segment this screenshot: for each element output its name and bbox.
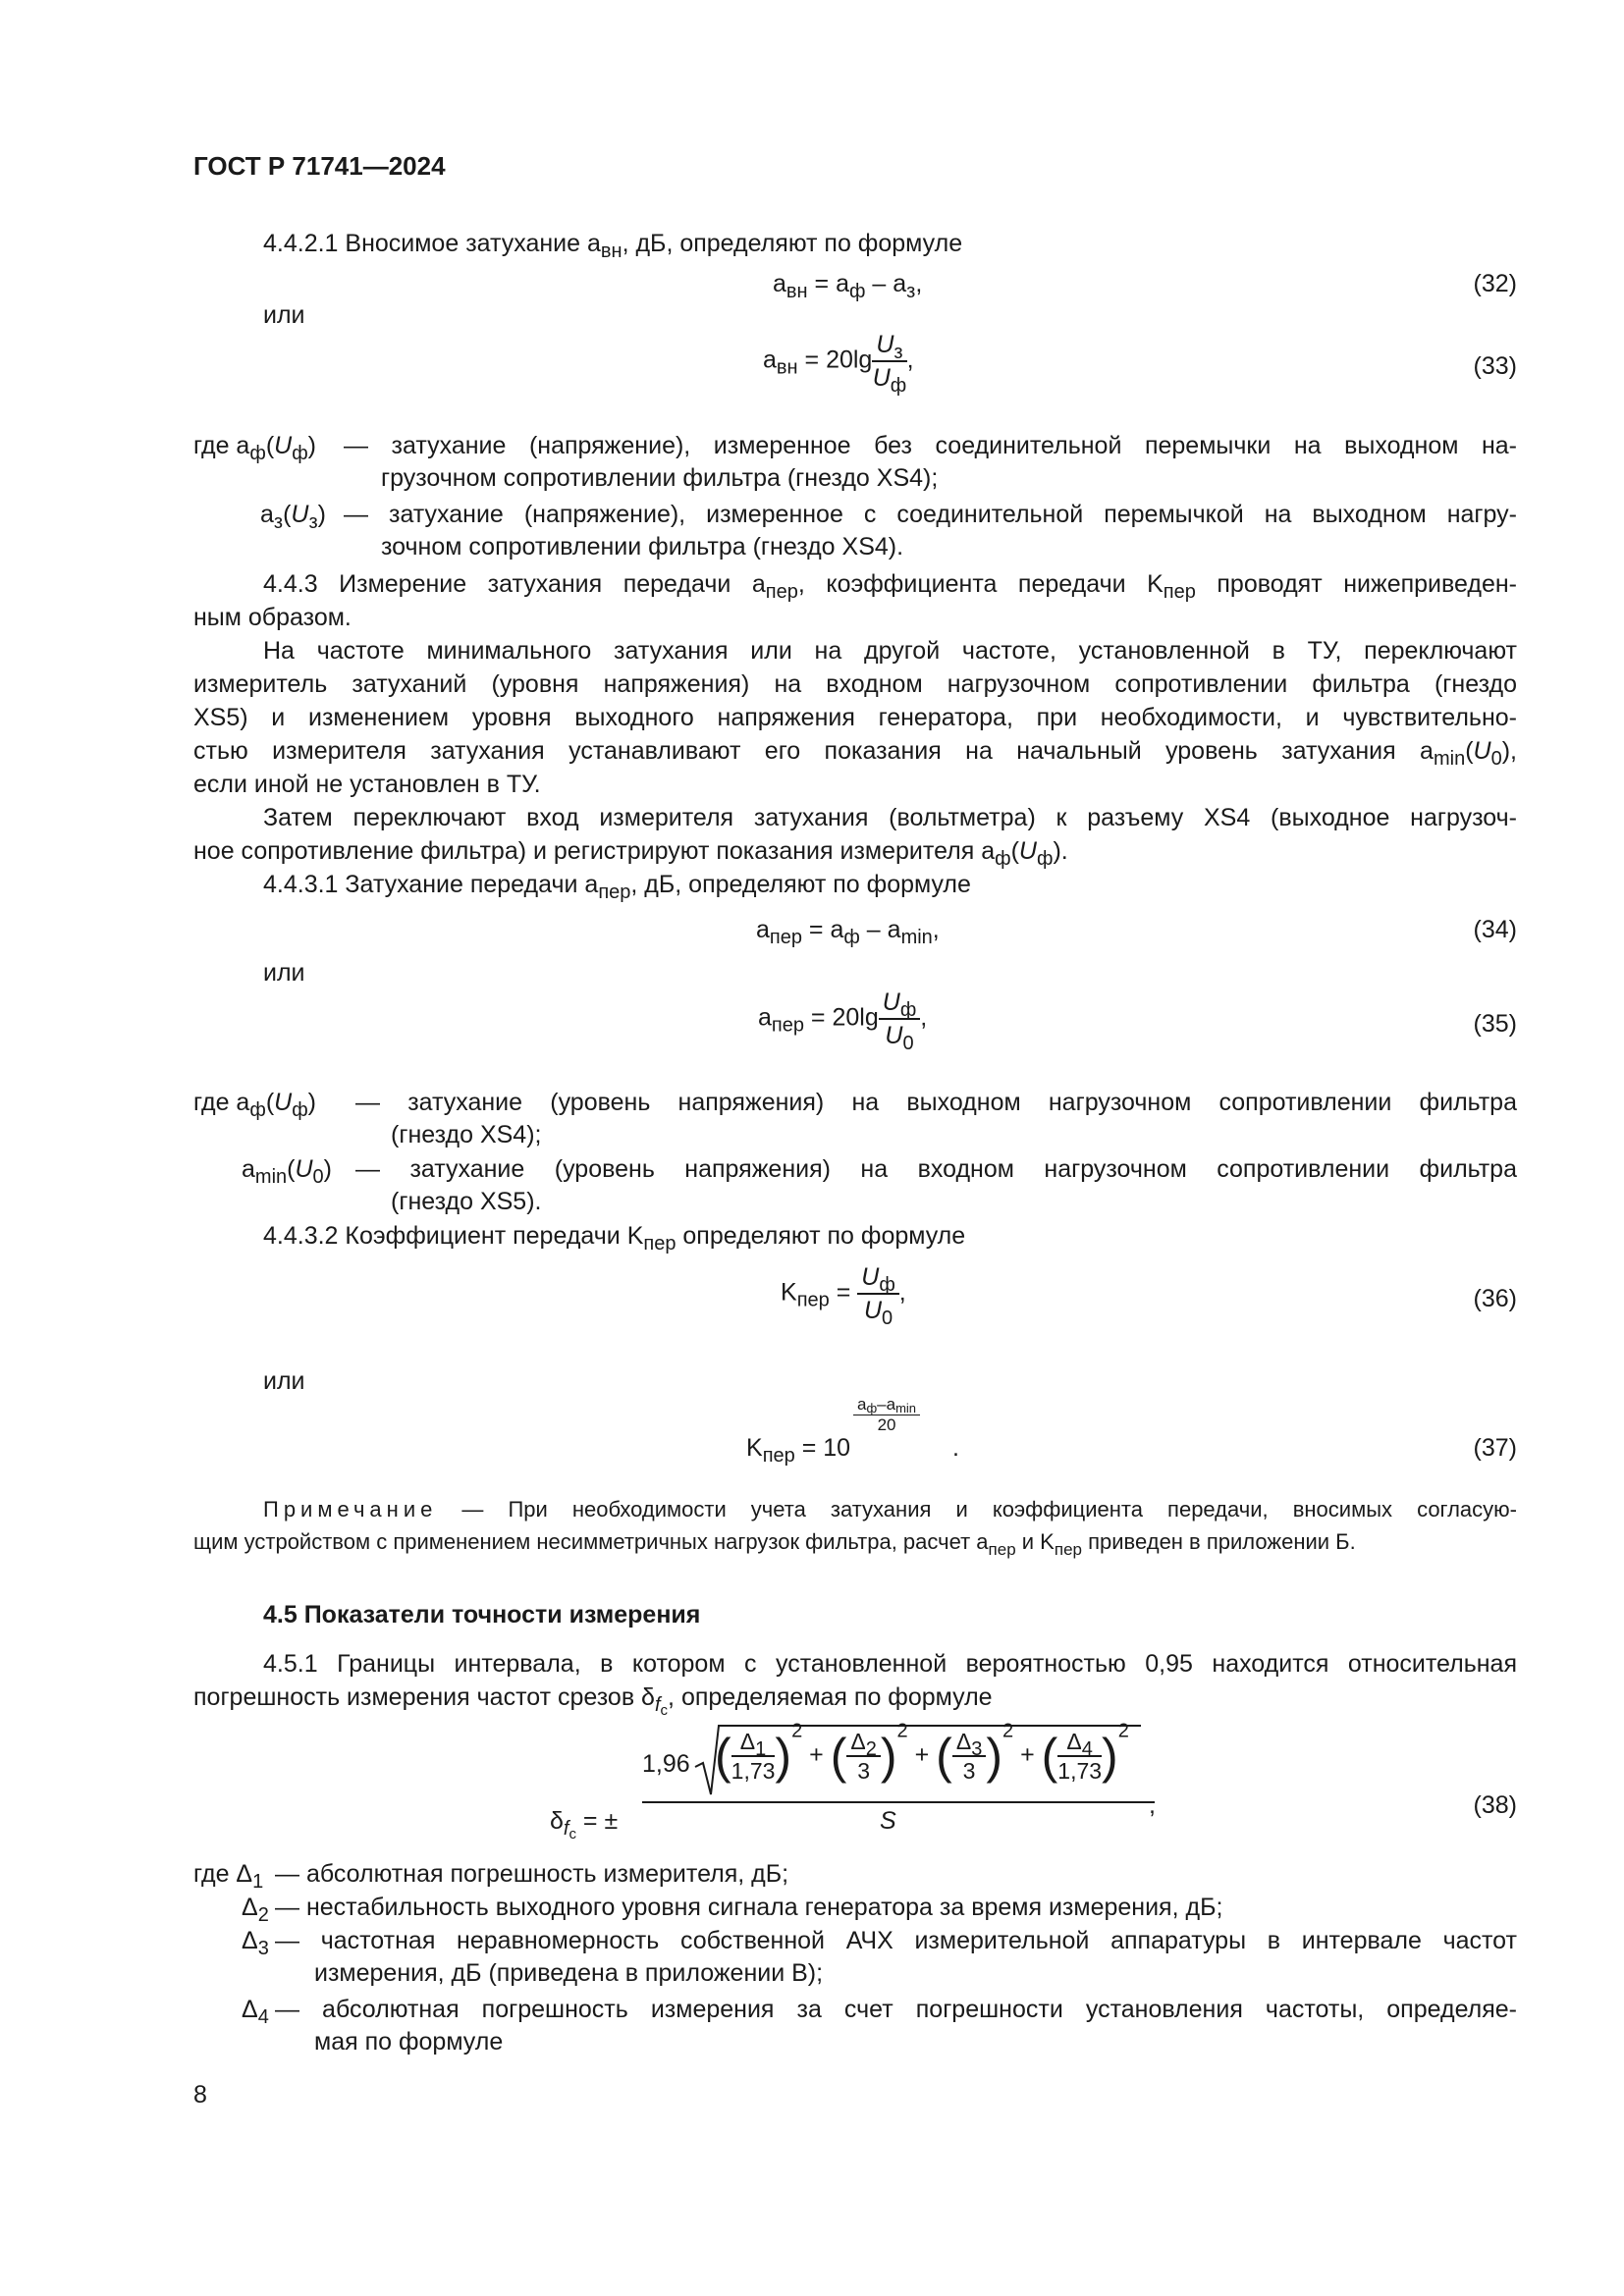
- equation-number-32: (32): [1473, 270, 1517, 297]
- para-2-line4: стью измерителя затухания устанавливают его показания на начальный уровень затухания $a_{min}(U_0)$,: [193, 737, 1517, 770]
- clause-4-4-3-2: 4.4.3.2 Коэффициент передачи $K_{пер}$ определяют по формуле: [263, 1222, 966, 1255]
- where2-term-1: где $a_ф(U_ф)$: [193, 1089, 316, 1121]
- para-2-line2: измеритель затуханий (уровня напряжения) на входном нагрузочном сопротивлении фильтра (гнездо: [193, 670, 1517, 698]
- equation-number-35: (35): [1473, 1010, 1517, 1038]
- note-line2: щим устройством с применением несимметричных нагрузок фильтра, расчет $a_{пер}$ и $K_{пер}$ приведен в приложении Б.: [193, 1529, 1356, 1559]
- where-def-1-line1: — затухание (напряжение), измеренное без соединительной перемычки на выходном на-: [344, 432, 1517, 459]
- para-2-line1: На частоте минимального затухания или на другой частоте, установленной в ТУ, переключают: [263, 637, 1517, 665]
- where3-term-3: $\Delta_3$: [242, 1927, 269, 1959]
- clause-4-4-2-1: 4.4.2.1 Вносимое затухание $a_{вн}$, дБ, определяют по формуле: [263, 230, 963, 262]
- where3-def-3-line1: — частотная неравномерность собственной АЧХ измерительной аппаратуры в интервале частот: [275, 1927, 1517, 1954]
- equation-number-33: (33): [1473, 352, 1517, 380]
- para-3-line1: Затем переключают вход измерителя затухания (вольтметра) к разъему XS4 (выходное нагрузоч-: [263, 804, 1517, 831]
- where3-def-4-line1: — абсолютная погрешность измерения за счет погрешности установления частоты, определяе-: [275, 1996, 1517, 2023]
- formula-38-coef: 1,96: [642, 1750, 690, 1778]
- where3-def-3-line2: измерения, дБ (приведена в приложении В);: [314, 1959, 824, 1987]
- clause-4-5-1-line1: 4.5.1 Границы интервала, в котором с установленной вероятностью 0,95 находится относительная: [263, 1650, 1517, 1678]
- formula-38-denominator: S: [880, 1807, 896, 1835]
- clause-4-4-3-line2: ным образом.: [193, 604, 352, 631]
- note-line1: Примечание — При необходимости учета затухания и коэффициента передачи, вносимых согласую-: [263, 1497, 1517, 1522]
- fraction-33: $\frac{U_з}{U_ф}$: [872, 331, 907, 397]
- formula-36: $K_{пер}$ = $\frac{U_ф}{U_0}$ ,: [781, 1263, 906, 1329]
- formula-38-lhs: $\delta_{f_c}$ = ±: [550, 1807, 619, 1842]
- document-header: ГОСТ Р 71741—2024: [193, 151, 446, 181]
- para-2-line3: XS5) и изменением уровня выходного напряжения генератора, при необходимости, и чувствительно-: [193, 704, 1517, 731]
- where3-def-1: — абсолютная погрешность измерителя, дБ;: [275, 1860, 789, 1888]
- para-3-line2: ное сопротивление фильтра) и регистрируют показания измерителя $a_ф(U_ф)$.: [193, 837, 1068, 870]
- where-def-2-line2: зочном сопротивлении фильтра (гнездо XS4).: [381, 533, 904, 561]
- page-number: 8: [193, 2081, 207, 2109]
- formula-34: $a_{пер} = a_ф - a_{min}$,: [756, 916, 940, 948]
- clause-4-4-3-line1: 4.4.3 Измерение затухания передачи $a_{пер}$, коэффициента передачи $K_{пер}$ проводят нижеприведен-: [263, 570, 1517, 603]
- or-label-3: или: [263, 1367, 305, 1395]
- para-2-line5: если иной не установлен в ТУ.: [193, 771, 541, 798]
- or-label-1: или: [263, 301, 305, 329]
- where-def-1-line2: грузочном сопротивлении фильтра (гнездо XS4);: [381, 464, 939, 492]
- formula-33: $a_{вн} = 20\lg$ $\frac{U_з}{U_ф}$ ,: [763, 331, 914, 397]
- clause-4-5-1-line2: погрешность измерения частот срезов $\delta_{f_c}$, определяемая по формуле: [193, 1683, 993, 1719]
- fraction-35: $\frac{U_ф}{U_0}$: [879, 987, 921, 1051]
- clause-4-4-3-1: 4.4.3.1 Затухание передачи $a_{пер}$, дБ, определяют по формуле: [263, 871, 971, 903]
- where2-term-2: $a_{min}(U_0)$: [242, 1155, 332, 1188]
- where3-def-2: — нестабильность выходного уровня сигнала генератора за время измерения, дБ;: [275, 1894, 1223, 1921]
- formula-38-term-1: ( $\frac{\Delta_1}{1,73}$ )$^2$ + ( $\frac{\Delta_2}{3}$ )$^2$ + ( $\frac{\Delta_3}{3}$ )$^2$ + ( $\frac{\Delta_4}{1,73}$ )$^2$: [715, 1720, 1129, 1784]
- formula-38-end: ,: [1149, 1791, 1156, 1819]
- equation-number-34: (34): [1473, 916, 1517, 943]
- formula-37: $K_{пер} = 10$: [746, 1434, 851, 1467]
- where-term-1: где $a_ф(U_ф)$: [193, 432, 316, 464]
- formula-37-end: .: [952, 1434, 959, 1462]
- where3-term-1: где $\Delta_1$: [193, 1860, 264, 1893]
- formula-32: $a_{вн} = a_ф - a_з$,: [773, 270, 923, 302]
- where3-def-4-line2: мая по формуле: [314, 2028, 504, 2056]
- where2-def-2-line2: (гнездо XS5).: [391, 1188, 542, 1215]
- section-4-5-title: 4.5 Показатели точности измерения: [263, 1601, 701, 1629]
- equation-number-36: (36): [1473, 1285, 1517, 1312]
- fraction-36: $\frac{U_ф}{U_0}$: [857, 1261, 899, 1326]
- where-def-2-line1: — затухание (напряжение), измеренное с соединительной перемычкой на выходном нагру-: [344, 501, 1517, 528]
- where-term-2: $a_з(U_з)$: [260, 501, 326, 533]
- where2-def-2-line1: — затухание (уровень напряжения) на входном нагрузочном сопротивлении фильтра: [355, 1155, 1517, 1183]
- where3-term-4: $\Delta_4$: [242, 1996, 269, 2028]
- where2-def-1-line1: — затухание (уровень напряжения) на выходном нагрузочном сопротивлении фильтра: [355, 1089, 1517, 1116]
- where2-def-1-line2: (гнездо XS4);: [391, 1121, 542, 1148]
- where3-term-2: $\Delta_2$: [242, 1894, 269, 1926]
- or-label-2: или: [263, 959, 305, 987]
- formula-37-exponent: $\frac{a_ф-a_{min}}{20}$: [853, 1395, 920, 1435]
- equation-number-38: (38): [1473, 1791, 1517, 1819]
- formula-35: $a_{пер} = 20\lg$ $\frac{U_ф}{U_0}$ ,: [758, 988, 928, 1054]
- equation-number-37: (37): [1473, 1434, 1517, 1462]
